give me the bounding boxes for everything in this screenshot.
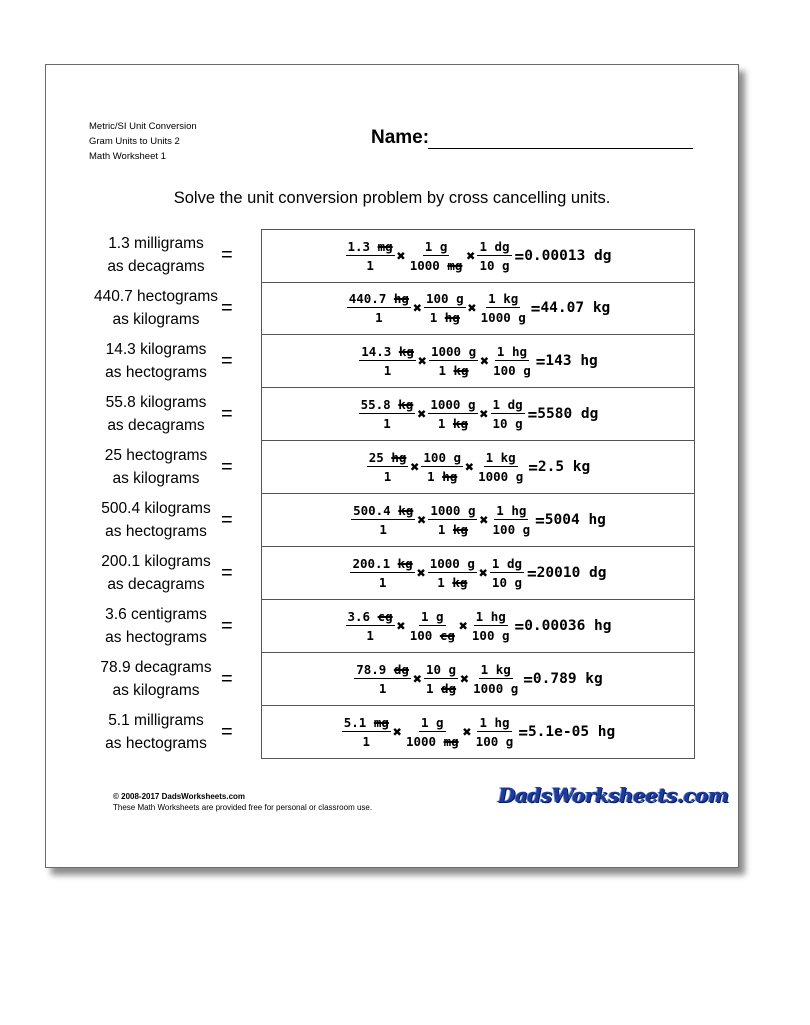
fraction-numerator [484,450,518,467]
fraction-denominator [471,679,520,696]
conversion-expression [262,547,694,599]
fraction-denominator [435,573,469,590]
multiply-cross-icon: ✖ [462,723,472,741]
conversion-fraction [427,503,478,537]
fraction-numerator [495,344,529,361]
conversion-fraction [469,609,513,643]
conversion-fraction [423,291,467,325]
numerator-value: 1.3 [347,239,378,254]
fraction-numerator [486,291,520,308]
result-equals-sign: = [518,722,528,742]
conversion-fraction [345,609,396,643]
conversion-expression [262,335,694,387]
copyright-text: © 2008-2017 DadsWorksheets.com [113,792,246,801]
denominator-value: 1000 g [473,681,519,696]
denominator-value: 1 [378,575,387,590]
denominator-value: 100 g [475,734,514,749]
conversion-fraction [407,239,466,273]
conversion-fraction [403,715,462,749]
numerator-value: 1 hg [496,503,527,518]
conversion-fraction [358,344,417,378]
question-quantity: 55.8 kilograms [105,394,207,411]
question-target-unit: as hectograms [105,523,207,540]
equals-sign: = [221,509,233,531]
question-quantity: 14.3 kilograms [105,341,207,358]
result-equals-sign: = [527,404,538,424]
denominator-value: 1 [375,310,383,325]
problem-question [86,706,261,759]
fraction-denominator [474,732,516,749]
numerator-value: 200.1 [352,556,398,571]
multiply-cross-icon: ✖ [479,405,489,423]
conversion-expression [262,706,694,758]
fraction-denominator [436,520,470,537]
numerator-value: 1 g [421,715,444,730]
name-blank-line [428,148,693,149]
multiply-cross-icon: ✖ [479,511,489,529]
multiply-cross-icon: ✖ [417,405,427,423]
result-equals-sign: = [514,246,525,266]
result-equals-sign: = [527,563,537,583]
numerator-value: 1 kg [480,662,511,677]
multiply-cross-icon: ✖ [396,617,406,635]
cancelled-unit: cg [439,628,455,643]
denominator-value: 1 [379,522,387,537]
equals-sign: = [221,615,233,637]
multiply-cross-icon: ✖ [460,670,470,688]
question-target-unit: as hectograms [105,364,207,381]
question-target-unit: as kilograms [112,682,200,699]
answer-box [261,706,695,759]
question-quantity: 25 hectograms [104,447,208,464]
fraction-denominator [476,467,525,484]
denominator-value: 1 [437,575,453,590]
problem-row [86,494,694,547]
cancelled-unit: kg [398,397,414,412]
numerator-value: 1 dg [491,556,523,571]
numerator-value: 1 dg [492,397,523,412]
fraction-denominator [479,308,528,325]
conversion-fraction [345,239,396,273]
answer-box [261,441,695,494]
multiply-cross-icon: ✖ [416,564,426,582]
denominator-value: 100 g [471,628,510,643]
fraction-numerator [342,715,391,732]
equals-sign: = [221,350,233,372]
result-equals-sign: = [528,457,538,477]
instructions: Solve the unit conversion problem by cross cancelling units. [173,189,611,207]
fraction-denominator [361,732,373,749]
denominator-value: 1000 [409,258,448,273]
cancelled-unit: dg [393,662,409,677]
fraction-numerator [490,556,524,573]
answer-result: 5004 hg [544,512,606,528]
numerator-value: 1000 g [430,344,477,359]
fraction-denominator [428,308,462,325]
cancelled-unit: kg [398,344,414,359]
fraction-numerator [354,662,411,679]
meta-line-1: Metric/SI Unit Conversion [89,121,197,132]
denominator-value: 1000 g [480,310,526,325]
multiply-cross-icon: ✖ [480,352,490,370]
fraction-numerator [367,450,409,467]
answer-box [261,494,695,547]
problem-row [86,388,694,441]
numerator-value: 1 hg [496,344,527,359]
cancelled-unit: dg [441,681,457,696]
usage-note: These Math Worksheets are provided free for personal or classroom use. [113,803,373,812]
answer-result: 0.789 kg [532,671,603,687]
numerator-value: 1 g [424,239,448,254]
numerator-value: 1 dg [479,239,510,254]
denominator-value: 1 [383,416,391,431]
equals-sign: = [221,562,233,584]
conversion-expression [262,653,694,705]
fraction-numerator [477,239,511,256]
problem-question [86,600,261,653]
question-quantity: 500.4 kilograms [101,500,211,517]
denominator-value: 10 g [491,575,523,590]
multiply-cross-icon: ✖ [467,299,477,317]
conversion-fraction [353,662,412,696]
cancelled-unit: kg [398,503,414,518]
result-equals-sign: = [535,510,545,530]
denominator-value: 1 [438,363,454,378]
fraction-numerator [359,397,416,414]
denominator-value: 1 [437,416,453,431]
problem-row [86,335,694,388]
fraction-denominator [382,361,394,378]
fraction-denominator [364,626,376,643]
multiply-cross-icon: ✖ [466,247,476,265]
denominator-value: 1 [437,522,453,537]
fraction-denominator [436,414,470,431]
fraction-numerator [428,397,477,414]
copyright-block [113,791,372,813]
fraction-numerator [347,291,411,308]
fraction-numerator [428,556,477,573]
cancelled-unit: kg [452,575,468,590]
conversion-expression [262,282,694,334]
cancelled-unit: kg [452,522,468,537]
conversion-expression [262,494,694,546]
problem-row [86,653,694,706]
result-equals-sign: = [535,351,546,371]
fraction-numerator [474,609,508,626]
answer-box [261,653,695,706]
multiply-cross-icon: ✖ [417,352,427,370]
fraction-numerator [428,503,477,520]
question-target-unit: as decagrams [107,417,205,434]
multiply-cross-icon: ✖ [412,299,422,317]
conversion-fraction [470,662,521,696]
numerator-value: 5.1 [343,715,374,730]
conversion-fraction [476,239,512,273]
conversion-fraction [358,397,417,431]
fraction-numerator [423,239,450,256]
answer-result: 5580 dg [537,406,599,422]
problem-row [86,706,694,759]
conversion-fraction [490,503,534,537]
problem-question [86,441,261,494]
multiply-cross-icon: ✖ [458,617,468,635]
denominator-value: 1 [383,363,392,378]
fraction-denominator [425,467,459,484]
fraction-numerator [359,344,416,361]
denominator-value: 1 [362,734,371,749]
conversion-fraction [407,609,458,643]
conversion-fraction [490,397,526,431]
question-quantity: 440.7 hectograms [93,288,219,305]
equals-sign: = [221,668,233,690]
fraction-numerator [346,239,395,256]
answer-box [261,600,695,653]
question-target-unit: as kilograms [112,470,200,487]
denominator-value: 1000 [405,734,444,749]
fraction-numerator [479,662,513,679]
fraction-numerator [419,715,446,732]
answer-result: 20010 dg [536,565,607,581]
cancelled-unit: hg [391,450,407,465]
equals-sign: = [221,297,233,319]
numerator-value: 1000 g [430,503,476,518]
denominator-value: 1 [383,469,392,484]
question-target-unit: as hectograms [105,735,207,752]
question-quantity: 200.1 kilograms [101,553,211,570]
worksheet-meta [89,119,197,164]
denominator-value: 10 g [479,258,510,273]
question-target-unit: as hectograms [105,629,207,646]
problem-row [86,229,694,282]
fraction-denominator [377,573,389,590]
cancelled-unit: kg [397,556,413,571]
fraction-denominator [377,679,389,696]
fraction-numerator [494,503,528,520]
fraction-denominator [381,414,393,431]
problem-question [86,282,261,335]
cancelled-unit: kg [453,363,469,378]
multiply-cross-icon: ✖ [478,564,488,582]
name-label: Name: [371,127,430,148]
conversion-fraction [350,503,416,537]
cancelled-unit: kg [452,416,468,431]
equals-sign: = [221,456,233,478]
meta-line-3: Math Worksheet 1 [89,151,166,162]
numerator-value: 1000 g [429,556,475,571]
denominator-value: 1 [366,258,374,273]
denominator-value: 100 [409,628,440,643]
problem-question [86,388,261,441]
problem-question [86,229,261,282]
fraction-denominator [436,361,470,378]
multiply-cross-icon: ✖ [465,458,475,476]
denominator-value: 1000 g [478,469,524,484]
numerator-value: 1 hg [475,609,506,624]
multiply-cross-icon: ✖ [412,670,422,688]
cancelled-unit: hg [442,469,458,484]
multiply-cross-icon: ✖ [410,458,420,476]
conversion-fraction [420,450,464,484]
equals-sign: = [221,244,233,266]
fraction-denominator [491,520,533,537]
conversion-fraction [427,556,478,590]
numerator-value: 1000 g [430,397,476,412]
problem-question [86,494,261,547]
fraction-numerator [419,609,446,626]
question-target-unit: as decagrams [107,576,205,593]
fraction-denominator [491,361,533,378]
fraction-denominator [408,256,465,273]
fraction-denominator [373,308,385,325]
problem-question [86,653,261,706]
conversion-fraction [428,344,479,378]
cancelled-unit: hg [444,310,460,325]
answer-result: 0.00013 dg [524,248,612,264]
answer-box [261,335,695,388]
answer-result: 0.00036 hg [524,618,612,634]
problem-row [86,600,694,653]
fraction-denominator [404,732,461,749]
result-equals-sign: = [523,669,533,689]
cancelled-unit: mg [373,715,389,730]
question-target-unit: as decagrams [107,258,205,275]
cancelled-unit: mg [377,239,393,254]
numerator-value: 3.6 [347,609,378,624]
dadsworksheets-logo: DadsWorksheets.com [498,783,729,807]
fraction-numerator [477,715,511,732]
conversion-fraction [341,715,392,749]
result-equals-sign: = [530,298,541,318]
numerator-value: 55.8 [360,397,399,412]
denominator-value: 1 [378,681,387,696]
meta-line-2: Gram Units to Units 2 [89,136,180,147]
cancelled-unit: cg [377,609,393,624]
result-equals-sign: = [514,616,525,636]
denominator-value: 1 [425,681,442,696]
numerator-value: 14.3 [361,344,399,359]
fraction-numerator [491,397,525,414]
numerator-value: 1 hg [479,715,510,730]
fraction-numerator [424,662,458,679]
answer-box [261,229,695,283]
fraction-denominator [477,256,511,273]
question-target-unit: as kilograms [112,311,200,328]
fraction-denominator [424,679,458,696]
problem-row [86,441,694,494]
numerator-value: 25 [368,450,392,465]
fraction-denominator [490,573,524,590]
fraction-numerator [429,344,478,361]
conversion-fraction [490,344,534,378]
numerator-value: 78.9 [356,662,394,677]
problem-row [86,547,694,600]
cancelled-unit: mg [443,734,459,749]
question-quantity: 78.9 decagrams [100,659,212,676]
answer-result: 143 hg [545,353,598,369]
answer-box [261,388,695,441]
numerator-value: 1 kg [485,450,516,465]
conversion-expression [262,388,694,440]
numerator-value: 1 g [421,609,444,624]
fraction-denominator [364,256,376,273]
fraction-denominator [377,520,389,537]
numerator-value: 500.4 [353,503,399,518]
conversion-fraction [478,291,529,325]
numerator-value: 100 g [425,291,464,306]
fraction-numerator [421,450,463,467]
answer-result: 2.5 kg [537,459,591,475]
denominator-value: 1 [366,628,374,643]
conversion-fraction [489,556,525,590]
conversion-fraction [423,662,459,696]
denominator-value: 100 g [493,363,531,378]
fraction-denominator [382,467,394,484]
answer-result: 5.1e-05 hg [527,724,616,740]
problem-list [86,229,694,759]
conversion-fraction [473,715,517,749]
multiply-cross-icon: ✖ [396,247,406,265]
multiply-cross-icon: ✖ [417,511,427,529]
problem-question [86,335,261,388]
question-quantity: 5.1 milligrams [108,712,204,729]
answer-result: 44.07 kg [540,300,611,316]
question-quantity: 3.6 centigrams [105,606,207,623]
fraction-numerator [351,503,415,520]
problem-question [86,547,261,600]
fraction-denominator [408,626,457,643]
numerator-value: 10 g [425,662,457,677]
answer-box [261,547,695,600]
conversion-expression [262,230,694,282]
numerator-value: 1 kg [488,291,519,306]
multiply-cross-icon: ✖ [392,723,402,741]
conversion-fraction [349,556,415,590]
cancelled-unit: hg [393,291,409,306]
denominator-value: 1 [427,469,443,484]
question-quantity: 1.3 milligrams [108,235,204,252]
denominator-value: 10 g [492,416,523,431]
numerator-value: 440.7 [348,291,394,306]
equals-sign: = [221,403,233,425]
conversion-expression [262,441,694,493]
cancelled-unit: mg [447,258,463,273]
denominator-value: 1 [429,310,445,325]
conversion-expression [262,600,694,652]
problem-row [86,282,694,335]
fraction-numerator [350,556,414,573]
conversion-fraction [346,291,412,325]
numerator-value: 100 g [423,450,462,465]
answer-box [261,282,695,335]
conversion-fraction [475,450,526,484]
worksheet-page [45,64,739,868]
fraction-denominator [491,414,525,431]
fraction-denominator [470,626,512,643]
conversion-fraction [427,397,478,431]
denominator-value: 100 g [492,522,531,537]
conversion-fraction [366,450,410,484]
fraction-numerator [346,609,395,626]
equals-sign: = [221,721,233,743]
fraction-numerator [424,291,466,308]
